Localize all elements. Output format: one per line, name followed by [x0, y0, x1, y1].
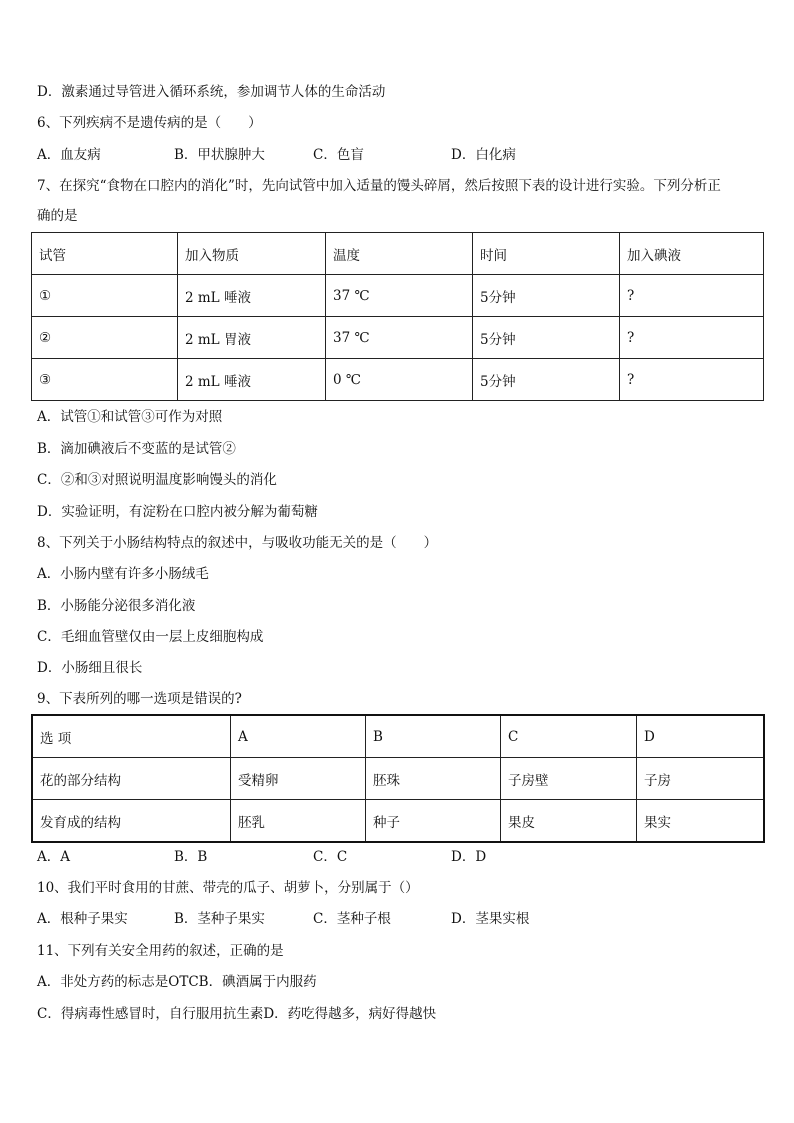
q7-option-c: C．②和③对照说明温度影响馒头的消化: [37, 472, 277, 488]
q8-option-c: C．毛细血管壁仅由一层上皮细胞构成: [37, 629, 264, 645]
table-cell: ?: [620, 275, 764, 317]
table-cell: 2 mL 胃液: [178, 317, 326, 359]
table-row: [32, 359, 764, 401]
table-cell: 37 ℃: [326, 275, 473, 317]
q9-option-b: B．B: [174, 849, 208, 865]
table-cell: 花的部分结构: [32, 758, 231, 800]
table-cell: ②: [32, 317, 178, 359]
table-cell: ?: [620, 359, 764, 401]
table-header-row: [32, 715, 764, 758]
q9-option-d: D．D: [451, 849, 487, 865]
table-cell: 5分钟: [473, 275, 620, 317]
table-cell: 果皮: [501, 800, 637, 843]
table-cell: 胚乳: [231, 800, 366, 843]
table-row: [32, 758, 764, 800]
table-row: [32, 317, 764, 359]
table-cell: ?: [620, 317, 764, 359]
table-cell: 2 mL 唾液: [178, 275, 326, 317]
table-cell: 种子: [366, 800, 501, 843]
q10-option-d: D．茎果实根: [451, 911, 530, 927]
q9-option-c: C．C: [313, 849, 348, 865]
q5-option-d: D．激素通过导管进入循环系统，参加调节人体的生命活动: [37, 84, 386, 100]
table-header-cell: 选 项: [32, 715, 231, 758]
table-header-cell: 加入物质: [178, 233, 326, 275]
q10-option-a: A．根种子果实: [37, 911, 128, 927]
table-cell: 5分钟: [473, 359, 620, 401]
q6-option-c: C．色盲: [313, 147, 364, 163]
table-cell: 果实: [637, 800, 765, 843]
q8-stem: 8、下列关于小肠结构特点的叙述中，与吸收功能无关的是（ ）: [37, 535, 438, 551]
table-header-cell: D: [637, 715, 765, 758]
q7-stem-line2: 确的是: [37, 208, 78, 224]
q7-table: [31, 232, 764, 401]
q9-stem: 9、下表所列的哪一选项是错误的?: [37, 691, 242, 707]
q6-option-d: D．白化病: [451, 147, 516, 163]
table-cell: 0 ℃: [326, 359, 473, 401]
table-header-row: [32, 233, 764, 275]
table-cell: 2 mL 唾液: [178, 359, 326, 401]
table-cell: 子房: [637, 758, 765, 800]
table-row: [32, 275, 764, 317]
q7-option-d: D．实验证明，有淀粉在口腔内被分解为葡萄糖: [37, 504, 318, 520]
q7-option-a: A．试管①和试管③可作为对照: [37, 409, 223, 425]
q11-options-line1: A．非处方药的标志是OTCB．碘酒属于内服药: [37, 974, 317, 990]
table-header-cell: A: [231, 715, 366, 758]
q11-options-line2: C．得病毒性感冒时，自行服用抗生素D．药吃得越多，病好得越快: [37, 1006, 437, 1022]
table-cell: 5分钟: [473, 317, 620, 359]
table-header-cell: B: [366, 715, 501, 758]
q11-stem: 11、下列有关安全用药的叙述，正确的是: [37, 943, 284, 959]
table-header-cell: 加入碘液: [620, 233, 764, 275]
table-header-cell: 时间: [473, 233, 620, 275]
table-header-cell: C: [501, 715, 637, 758]
q10-option-c: C．茎种子根: [313, 911, 391, 927]
q7-stem-line1: 7、在探究“食物在口腔内的消化”时，先向试管中加入适量的馒头碎屑，然后按照下表的设计进行实验。下列分析正: [37, 178, 721, 194]
q8-option-b: B．小肠能分泌很多消化液: [37, 598, 196, 614]
q8-option-d: D．小肠细且很长: [37, 660, 143, 676]
table-cell: ①: [32, 275, 178, 317]
table-cell: 胚珠: [366, 758, 501, 800]
q9-table: [31, 714, 765, 843]
q7-option-b: B．滴加碘液后不变蓝的是试管②: [37, 441, 236, 457]
table-row: [32, 800, 764, 843]
table-header-cell: 试管: [32, 233, 178, 275]
q8-option-a: A．小肠内壁有许多小肠绒毛: [37, 566, 209, 582]
q10-option-b: B．茎种子果实: [174, 911, 265, 927]
q6-option-b: B．甲状腺肿大: [174, 147, 265, 163]
table-cell: 受精卵: [231, 758, 366, 800]
q6-stem: 6、下列疾病不是遗传病的是（ ）: [37, 115, 262, 131]
table-cell: ③: [32, 359, 178, 401]
q6-option-a: A．血友病: [37, 147, 101, 163]
q10-stem: 10、我们平时食用的甘蔗、带壳的瓜子、胡萝卜，分别属于（）: [37, 880, 419, 896]
table-cell: 发育成的结构: [32, 800, 231, 843]
table-header-cell: 温度: [326, 233, 473, 275]
q9-option-a: A．A: [37, 849, 70, 865]
table-cell: 子房壁: [501, 758, 637, 800]
table-cell: 37 ℃: [326, 317, 473, 359]
